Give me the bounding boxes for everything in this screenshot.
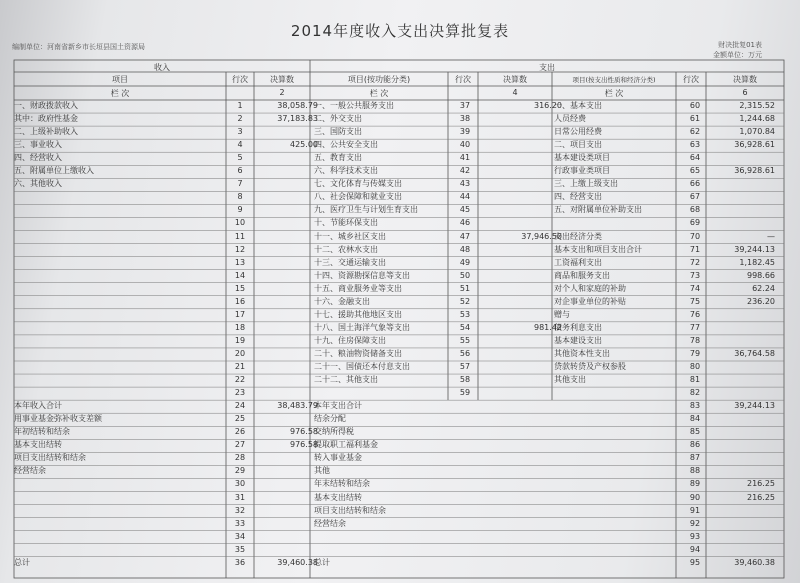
function-item-name: 项目支出结转和结余 — [314, 505, 386, 515]
line-number: 8 — [237, 192, 243, 202]
economic-line-number: 73 — [689, 270, 701, 280]
economic-line-number: 88 — [689, 466, 701, 476]
function-line-number: 57 — [459, 362, 471, 371]
function-line-number: 46 — [459, 218, 471, 228]
function-line-number: 51 — [459, 283, 471, 293]
table-row — [14, 400, 784, 413]
function-item-name: 七、文化体育与传媒支出 — [314, 179, 402, 189]
table-row — [14, 309, 784, 322]
economic-amount: 39,244.13 — [734, 401, 775, 411]
economic-item-name: 基本支出和项目支出合计 — [554, 244, 642, 254]
economic-line-number: 66 — [689, 179, 701, 189]
function-item-name: 二十一、国债还本付息支出 — [314, 362, 410, 371]
economic-amount: 36,764.58 — [734, 348, 775, 358]
economic-item-name: 对企事业单位的补贴 — [554, 296, 626, 306]
economic-amount: 62.24 — [752, 283, 775, 293]
function-item-name: 十一、城乡社区支出 — [314, 231, 386, 241]
economic-item-name: 贷款转贷及产权参股 — [554, 362, 626, 371]
function-line-number: 41 — [459, 153, 471, 163]
column-label-right: 栏 次 — [604, 89, 624, 98]
economic-line-number: 61 — [689, 114, 701, 124]
function-line-number: 40 — [459, 140, 471, 150]
function-line-number: 55 — [459, 335, 471, 345]
economic-line-number: 85 — [689, 427, 701, 437]
economic-item-name: 三、上缴上级支出 — [554, 179, 618, 189]
economic-line-number: 75 — [689, 296, 701, 306]
income-item-name: 项目支出结转和结余 — [14, 453, 86, 463]
table-row — [14, 518, 784, 531]
column-label-left: 栏 次 — [110, 89, 130, 98]
income-item-name: 其中：政府性基金 — [14, 114, 78, 124]
amount-unit: 金额单位：万元 — [713, 51, 762, 59]
income-item-name: 年初结转和结余 — [14, 427, 70, 437]
line-number: 25 — [234, 414, 246, 424]
income-amount: 38,058.79 — [277, 101, 318, 110]
economic-amount: 216.25 — [747, 492, 775, 502]
line-number: 30 — [234, 479, 246, 489]
income-item-name: 六、其他收入 — [14, 179, 62, 189]
table-row — [14, 191, 784, 204]
table-row — [14, 322, 784, 335]
function-line-number: 38 — [459, 114, 471, 124]
function-line-number: 44 — [459, 192, 471, 202]
economic-amount: 216.25 — [747, 479, 775, 489]
line-number: 7 — [237, 179, 243, 189]
function-item-name: 结余分配 — [314, 414, 346, 424]
economic-item-name: 其他资本性支出 — [554, 348, 610, 358]
line-number: 27 — [234, 440, 246, 450]
function-amount: 316.20 — [534, 101, 562, 110]
line-number: 29 — [234, 466, 246, 476]
income-amount: 976.58 — [290, 427, 318, 437]
economic-line-number: 74 — [689, 283, 701, 293]
function-item-name: 转入事业基金 — [314, 453, 362, 463]
economic-item-name: 工资福利支出 — [554, 257, 602, 267]
income-line-header: 行次 — [232, 75, 248, 84]
economic-item-name: 基本建设支出 — [554, 335, 602, 345]
economic-line-number: 77 — [689, 322, 701, 332]
function-amount: 37,946.50 — [521, 231, 562, 241]
economic-item-name: 商品和服务支出 — [554, 270, 610, 280]
line-number: 36 — [234, 557, 246, 567]
function-item-name: 十七、援助其他地区支出 — [314, 309, 402, 319]
function-item-name: 六、科学技术支出 — [314, 166, 378, 176]
table-row — [14, 452, 784, 465]
economic-item-name: 四、经营支出 — [554, 192, 602, 202]
table-number: 财决批复01表 — [718, 41, 762, 49]
line-number: 9 — [237, 205, 243, 215]
line-number: 13 — [234, 257, 246, 267]
table-row — [14, 531, 784, 544]
economic-line-number: 80 — [689, 362, 701, 371]
economic-line-number: 69 — [689, 218, 701, 228]
line-number: 4 — [237, 140, 243, 150]
table-row — [14, 152, 784, 165]
function-item-name: 十、节能环保支出 — [314, 218, 378, 228]
function-line-header: 行次 — [455, 75, 471, 84]
economic-amount: 1,070.84 — [739, 127, 775, 137]
economic-line-number: 93 — [689, 531, 701, 541]
economic-line-number: 76 — [689, 309, 701, 319]
economic-amount: 36,928.61 — [734, 166, 775, 176]
line-number: 23 — [234, 388, 246, 398]
table-row — [14, 204, 784, 217]
function-line-number: 48 — [459, 244, 471, 254]
income-amount: 425.00 — [290, 140, 318, 150]
table-row — [14, 178, 784, 191]
table-row — [14, 478, 784, 491]
table-row — [14, 544, 784, 557]
economic-line-number: 78 — [689, 335, 701, 345]
line-number: 28 — [234, 453, 246, 463]
line-number: 20 — [234, 348, 246, 358]
economic-item-name: 五、对附属单位补助支出 — [554, 205, 642, 215]
function-item-name: 三、国防支出 — [314, 127, 362, 137]
function-item-name: 十九、住房保障支出 — [314, 335, 386, 345]
function-item-name: 提取职工福利基金 — [314, 440, 378, 450]
economic-amount: 1,244.68 — [739, 114, 775, 124]
page-title: 2014年度收入支出决算批复表 — [290, 22, 510, 40]
function-item-name: 十四、资源勘探信息等支出 — [314, 270, 410, 280]
line-number: 31 — [234, 492, 246, 502]
economic-line-number: 84 — [689, 414, 701, 424]
function-line-number: 59 — [459, 388, 471, 398]
function-item-name: 其他 — [314, 466, 330, 476]
economic-amount: 2,315.52 — [739, 101, 775, 110]
line-number: 5 — [237, 153, 243, 163]
function-item-name: 本年支出合计 — [314, 401, 362, 411]
column-number-mid: 4 — [512, 88, 518, 97]
economic-line-number: 67 — [689, 192, 701, 202]
economic-item-name: 二、项目支出 — [554, 140, 602, 150]
economic-line-number: 72 — [689, 257, 701, 267]
function-amount: 981.42 — [534, 322, 562, 332]
line-number: 6 — [237, 166, 243, 176]
income-item-name: 本年收入合计 — [14, 401, 62, 411]
function-item-name: 十二、农林水支出 — [314, 244, 378, 254]
economic-line-number: 63 — [689, 140, 701, 150]
table-row — [14, 413, 784, 426]
table-row — [14, 217, 784, 230]
economic-line-number: 86 — [689, 440, 701, 450]
function-line-number: 50 — [459, 270, 471, 280]
economic-item-name: 行政事业类项目 — [554, 166, 610, 176]
function-item-name: 总计 — [314, 557, 330, 567]
economic-line-number: 60 — [689, 101, 701, 110]
function-amount-header: 决算数 — [503, 75, 527, 84]
economic-item-name: 对个人和家庭的补助 — [554, 283, 626, 293]
table-row — [14, 387, 784, 400]
table-row — [14, 283, 784, 296]
table-row — [14, 348, 784, 361]
line-number: 33 — [234, 518, 246, 528]
line-number: 2 — [237, 114, 243, 124]
income-item-name: 一、财政拨款收入 — [14, 101, 78, 110]
table-row — [14, 439, 784, 452]
economic-amount: 39,244.13 — [734, 244, 775, 254]
economic-item-header: 项目(按支出性质和经济分类) — [572, 76, 656, 84]
function-line-number: 49 — [459, 257, 471, 267]
income-item-name: 三、事业收入 — [14, 140, 62, 150]
function-item-name: 五、教育支出 — [314, 153, 362, 163]
function-item-name: 一、一般公共服务支出 — [314, 101, 394, 110]
function-item-name: 十三、交通运输支出 — [314, 257, 386, 267]
economic-line-number: 95 — [689, 557, 701, 567]
function-item-name: 十八、国土海洋气象等支出 — [314, 322, 410, 332]
table-row — [14, 335, 784, 348]
function-item-name: 二、外交支出 — [314, 114, 362, 124]
function-item-name: 十六、金融支出 — [314, 296, 370, 306]
column-number-right: 6 — [742, 88, 748, 97]
line-number: 35 — [234, 544, 246, 554]
economic-amount: 39,460.38 — [734, 557, 775, 567]
table-row — [14, 557, 784, 570]
economic-amount-header: 决算数 — [733, 75, 757, 84]
line-number: 16 — [234, 296, 246, 306]
economic-line-number: 92 — [689, 518, 701, 528]
line-number: 11 — [234, 231, 246, 241]
economic-item-name: 债务利息支出 — [554, 322, 602, 332]
economic-line-number: 94 — [689, 544, 701, 554]
function-line-number: 39 — [459, 127, 471, 137]
function-line-number: 42 — [459, 166, 471, 176]
function-item-header: 项目(按功能分类) — [347, 75, 411, 84]
income-amount: 39,460.38 — [277, 557, 318, 567]
line-number: 10 — [234, 218, 246, 228]
economic-line-number: 87 — [689, 453, 701, 463]
table-row — [14, 426, 784, 439]
income-header: 收入 — [154, 63, 170, 72]
economic-item-name: 支出经济分类 — [554, 231, 602, 241]
table-row — [14, 465, 784, 478]
economic-line-number: 91 — [689, 505, 701, 515]
line-number: 21 — [234, 362, 246, 371]
table-row — [14, 113, 784, 126]
income-item-name: 四、经营收入 — [14, 153, 62, 163]
economic-line-number: 81 — [689, 375, 701, 385]
line-number: 26 — [234, 427, 246, 437]
table-row — [14, 126, 784, 139]
economic-line-number: 68 — [689, 205, 701, 215]
economic-line-number: 64 — [689, 153, 701, 163]
income-amount-header: 决算数 — [270, 75, 294, 84]
line-number: 1 — [237, 101, 243, 110]
function-line-number: 45 — [459, 205, 471, 215]
function-item-name: 八、社会保障和就业支出 — [314, 192, 402, 202]
table-row — [14, 165, 784, 178]
income-amount: 38,483.79 — [277, 401, 318, 411]
income-item-name: 用事业基金弥补收支差额 — [14, 414, 102, 424]
economic-line-header: 行次 — [683, 75, 699, 84]
economic-line-number: 90 — [689, 492, 701, 502]
table-row — [14, 244, 784, 257]
function-line-number: 58 — [459, 375, 471, 385]
income-item-header: 项目 — [112, 75, 128, 84]
economic-line-number: 65 — [689, 166, 701, 176]
table-row — [14, 100, 784, 113]
economic-amount: 1,182.45 — [739, 257, 775, 267]
table-row — [14, 492, 784, 505]
line-number: 32 — [234, 505, 246, 515]
line-number: 24 — [234, 401, 246, 411]
table-row — [14, 505, 784, 518]
function-item-name: 十五、商业服务业等支出 — [314, 283, 402, 293]
economic-line-number: 89 — [689, 479, 701, 489]
income-item-name: 经营结余 — [14, 466, 46, 476]
table-row — [14, 231, 784, 244]
economic-item-name: 基本建设类项目 — [554, 153, 610, 163]
economic-item-name: 人员经费 — [554, 114, 586, 124]
prepared-by: 编制单位：河南省新乡市长垣县国土资源局 — [12, 43, 145, 51]
function-item-name: 二十、粮油物资储备支出 — [314, 348, 402, 358]
function-item-name: 交纳所得税 — [314, 427, 354, 437]
function-line-number: 53 — [459, 309, 471, 319]
line-number: 12 — [234, 244, 246, 254]
column-number-left: 2 — [279, 88, 285, 97]
function-line-number: 52 — [459, 296, 471, 306]
line-number: 14 — [234, 270, 246, 280]
line-number: 22 — [234, 375, 246, 385]
expenditure-header: 支出 — [539, 63, 555, 72]
function-item-name: 年末结转和结余 — [314, 479, 370, 489]
economic-amount: 36,928.61 — [734, 140, 775, 150]
income-amount: 976.58 — [290, 440, 318, 450]
function-item-name: 四、公共安全支出 — [314, 140, 378, 150]
economic-item-name: 其他支出 — [554, 375, 586, 385]
income-item-name: 五、附属单位上缴收入 — [14, 166, 94, 176]
function-item-name: 经营结余 — [314, 518, 346, 528]
economic-line-number: 71 — [689, 244, 701, 254]
economic-amount: 236.20 — [747, 296, 775, 306]
function-item-name: 九、医疗卫生与计划生育支出 — [314, 205, 418, 215]
line-number: 19 — [234, 335, 246, 345]
economic-item-name: 赠与 — [554, 309, 570, 319]
line-number: 34 — [234, 531, 246, 541]
function-line-number: 54 — [459, 322, 471, 332]
economic-line-number: 82 — [689, 388, 701, 398]
table-row — [14, 270, 784, 283]
economic-amount: 998.66 — [747, 270, 775, 280]
line-number: 3 — [237, 127, 243, 137]
line-number: 15 — [234, 283, 246, 293]
function-line-number: 56 — [459, 348, 471, 358]
economic-item-name: 日常公用经费 — [554, 127, 602, 137]
function-item-name: 二十二、其他支出 — [314, 375, 378, 385]
economic-item-name: 一、基本支出 — [554, 101, 602, 110]
line-number: 18 — [234, 322, 246, 332]
table-row — [14, 374, 784, 387]
table-row — [14, 139, 784, 152]
income-item-name: 基本支出结转 — [14, 440, 62, 450]
table-row — [14, 361, 784, 374]
table-row — [14, 257, 784, 270]
function-line-number: 43 — [459, 179, 471, 189]
table-row — [14, 296, 784, 309]
economic-line-number: 70 — [689, 231, 701, 241]
function-line-number: 47 — [459, 231, 471, 241]
economic-line-number: 83 — [689, 401, 701, 411]
income-item-name: 总计 — [14, 557, 30, 567]
economic-line-number: 79 — [689, 348, 701, 358]
line-number: 17 — [234, 309, 246, 319]
function-item-name: 基本支出结转 — [314, 492, 362, 502]
income-amount: 37,183.83 — [277, 114, 318, 124]
economic-line-number: 62 — [689, 127, 701, 137]
column-label-mid: 栏 次 — [369, 89, 389, 98]
economic-amount: — — [767, 231, 775, 241]
function-line-number: 37 — [459, 101, 471, 110]
income-item-name: 二、上级补助收入 — [14, 127, 78, 137]
